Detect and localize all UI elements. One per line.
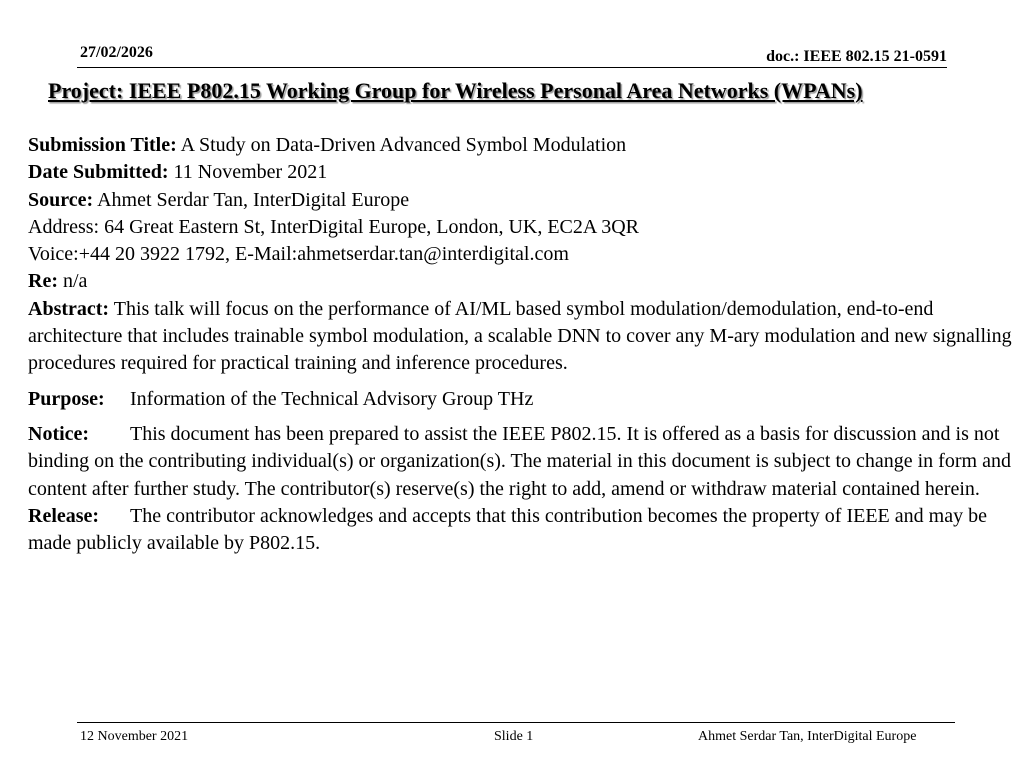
- re-value: n/a: [57, 270, 88, 293]
- source-line: [28, 187, 1018, 214]
- release-paragraph: [28, 503, 1018, 558]
- purpose-line: [28, 386, 1018, 413]
- voice-line: Voice:+44 20 3922 1792, E-Mail:ahmetserdar.tan@interdigital.com: [28, 243, 569, 266]
- submission-body: [28, 132, 1018, 557]
- notice-value: This document has been prepared to assist the IEEE P802.15. It is offered as a basis for discussion and is not binding on the contributing individual(s) or organization(s). The material in this document is subject to change in form and content after further study. The contributor(s) reserve(s) the right to add, amend or withdraw material contained herein.: [28, 422, 1011, 500]
- footer-author: Ahmet Serdar Tan, InterDigital Europe: [698, 729, 917, 744]
- date-submitted-line: [28, 159, 1018, 186]
- abstract-paragraph: [28, 296, 1018, 378]
- project-title: Project: IEEE P802.15 Working Group for Wireless Personal Area Networks (WPANs): [48, 78, 863, 103]
- date-submitted-label: Date Submitted:: [28, 161, 169, 184]
- purpose-value: Information of the Technical Advisory Group THz: [130, 387, 534, 410]
- submission-title-line: [28, 132, 1018, 159]
- footer-date: 12 November 2021: [80, 729, 189, 744]
- date-submitted-value: 11 November 2021: [168, 161, 328, 184]
- source-label: Source:: [28, 188, 94, 211]
- header-date: 27/02/2026: [80, 44, 153, 61]
- re-line: [28, 268, 1018, 295]
- header-divider: [77, 67, 947, 68]
- header-doc-id: doc.: IEEE 802.15 21-0591: [766, 48, 947, 65]
- purpose-label: Purpose:: [28, 387, 105, 410]
- abstract-label: Abstract:: [28, 297, 110, 320]
- footer-slide-number: Slide 1: [494, 729, 534, 744]
- submission-title-label: Submission Title:: [28, 134, 177, 156]
- submission-title-value: A Study on Data-Driven Advanced Symbol Modulation: [176, 134, 627, 156]
- footer-divider: [77, 722, 955, 723]
- re-label: Re:: [28, 270, 58, 293]
- notice-paragraph: [28, 421, 1018, 503]
- abstract-value: This talk will focus on the performance of AI/ML based symbol modulation/demodulation, end-to-end architecture that includes trainable symbol modulation, a scalable DNN to cover any M-ary modulation and new signalling procedures required for practical training and inference procedures.: [28, 297, 1012, 375]
- address-line: Address: 64 Great Eastern St, InterDigital Europe, London, UK, EC2A 3QR: [28, 215, 640, 238]
- release-value: The contributor acknowledges and accepts that this contribution becomes the property of IEEE and may be made publicly available by P802.15.: [28, 504, 987, 555]
- source-value: Ahmet Serdar Tan, InterDigital Europe: [93, 188, 410, 211]
- notice-label: Notice:: [28, 422, 90, 445]
- release-label: Release:: [28, 504, 100, 527]
